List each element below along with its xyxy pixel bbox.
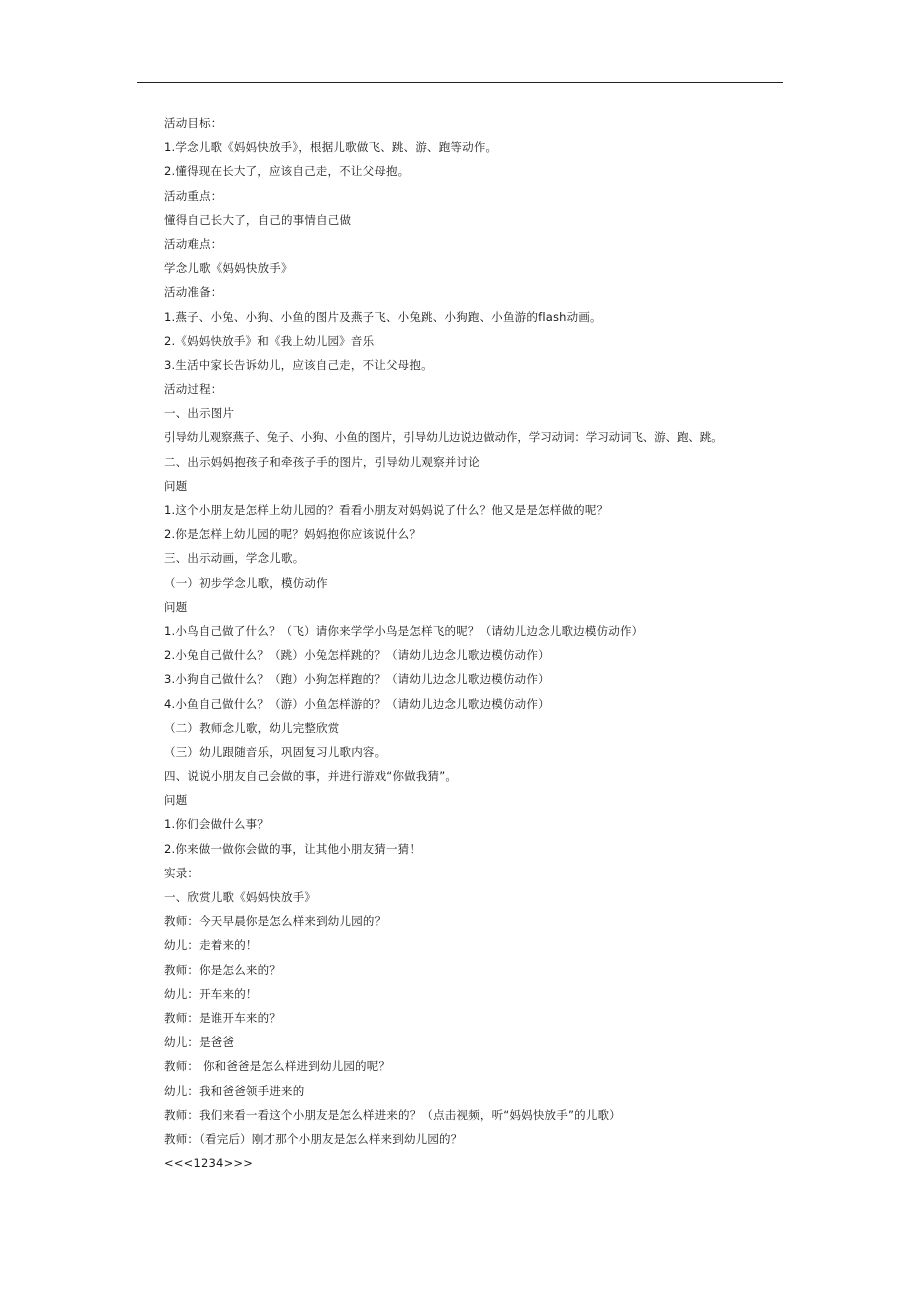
sub-step-heading: （一）初步学念儿歌，模仿动作	[164, 575, 328, 590]
transcript-line: 幼儿：我和爸爸领手进来的	[164, 1083, 305, 1098]
transcript-line: 幼儿：开车来的！	[164, 986, 258, 1001]
process-step-heading: 四、说说小朋友自己会做的事，并进行游戏“你做我猜”。	[164, 769, 458, 784]
question-item: 4.小鱼自己做什么？（游）小鱼怎样游的？（请幼儿边念儿歌边模仿动作）	[164, 696, 550, 711]
transcript-line: 教师：是谁开车来的？	[164, 1010, 281, 1025]
preparation-item: 3.生活中家长告诉幼儿，应该自己走，不让父母抱。	[164, 357, 433, 372]
objective-item: 2.懂得现在长大了，应该自己走，不让父母抱。	[164, 164, 410, 179]
key-point-text: 懂得自己长大了，自己的事情自己做	[164, 212, 352, 227]
preparation-item: 2.《妈妈快放手》和《我上幼儿园》音乐	[164, 333, 375, 348]
question-item: 2.你是怎样上幼儿园的呢？妈妈抱你应该说什么？	[164, 527, 422, 542]
transcript-line: 教师： 你和爸爸是怎么样进到幼儿园的呢？	[164, 1059, 391, 1074]
transcript-line: 教师：我们来看一看这个小朋友是怎么样进来的？（点击视频，听“妈妈快放手”的儿歌）	[164, 1107, 621, 1122]
heading-transcript: 实录：	[164, 865, 200, 880]
heading-key-point: 活动重点：	[164, 188, 223, 203]
sub-step-heading: （三）幼儿跟随音乐，巩固复习儿歌内容。	[164, 744, 387, 759]
transcript-line: 教师：你是怎么来的？	[164, 962, 281, 977]
heading-objectives: 活动目标：	[164, 116, 223, 130]
question-item: 1.你们会做什么事？	[164, 817, 269, 832]
question-item: 1.小鸟自己做了什么？（飞）请你来学学小鸟是怎样飞的呢？（请幼儿边念儿歌边模仿动作）	[164, 623, 644, 638]
heading-process: 活动过程：	[164, 382, 223, 397]
transcript-line: 教师：（看完后）刚才那个小朋友是怎么样来到幼儿园的？	[164, 1131, 463, 1146]
heading-preparation: 活动准备：	[164, 285, 223, 300]
header-rule	[137, 82, 783, 83]
preparation-item: 1.燕子、小兔、小狗、小鱼的图片及燕子飞、小兔跳、小狗跑、小鱼游的flash动画。	[164, 309, 602, 324]
process-step-heading: 一、出示图片	[164, 406, 235, 421]
process-step-heading: 二、出示妈妈抱孩子和牵孩子手的图片，引导幼儿观察并讨论	[164, 454, 480, 469]
document-body	[164, 114, 784, 1178]
transcript-line: 幼儿：是爸爸	[164, 1035, 235, 1050]
transcript-line: 教师：今天早晨你是怎么样来到幼儿园的？	[164, 914, 387, 929]
process-step-text: 引导幼儿观察燕子、兔子、小狗、小鱼的图片，引导幼儿边说边做动作，学习动词：学习动词飞、游、跑、跳。	[164, 430, 723, 445]
sub-step-heading: （二）教师念儿歌，幼儿完整欣赏	[164, 720, 340, 735]
question-item: 1.这个小朋友是怎样上幼儿园的？看看小朋友对妈妈说了什么？他又是是怎样做的呢？	[164, 503, 609, 517]
question-item: 3.小狗自己做什么？（跑）小狗怎样跑的？（请幼儿边念儿歌边模仿动作）	[164, 672, 550, 687]
process-step-heading: 三、出示动画，学念儿歌。	[164, 551, 305, 566]
heading-difficulty: 活动难点：	[164, 236, 223, 251]
question-label: 问题	[164, 793, 188, 808]
question-item: 2.你来做一做你会做的事，让其他小朋友猜一猜！	[164, 841, 422, 856]
question-label: 问题	[164, 478, 188, 493]
question-label: 问题	[164, 599, 188, 614]
objective-item: 1.学念儿歌《妈妈快放手》，根据儿歌做飞、跳、游、跑等动作。	[164, 140, 498, 155]
page-navigation[interactable]: <<<1234>>>	[164, 1156, 254, 1171]
question-item: 2.小兔自己做什么？（跳）小兔怎样跳的？（请幼儿边念儿歌边模仿动作）	[164, 648, 550, 663]
transcript-section-heading: 一、欣赏儿歌《妈妈快放手》	[164, 890, 317, 904]
difficulty-text: 学念儿歌《妈妈快放手》	[164, 261, 293, 276]
transcript-line: 幼儿：走着来的！	[164, 938, 258, 953]
